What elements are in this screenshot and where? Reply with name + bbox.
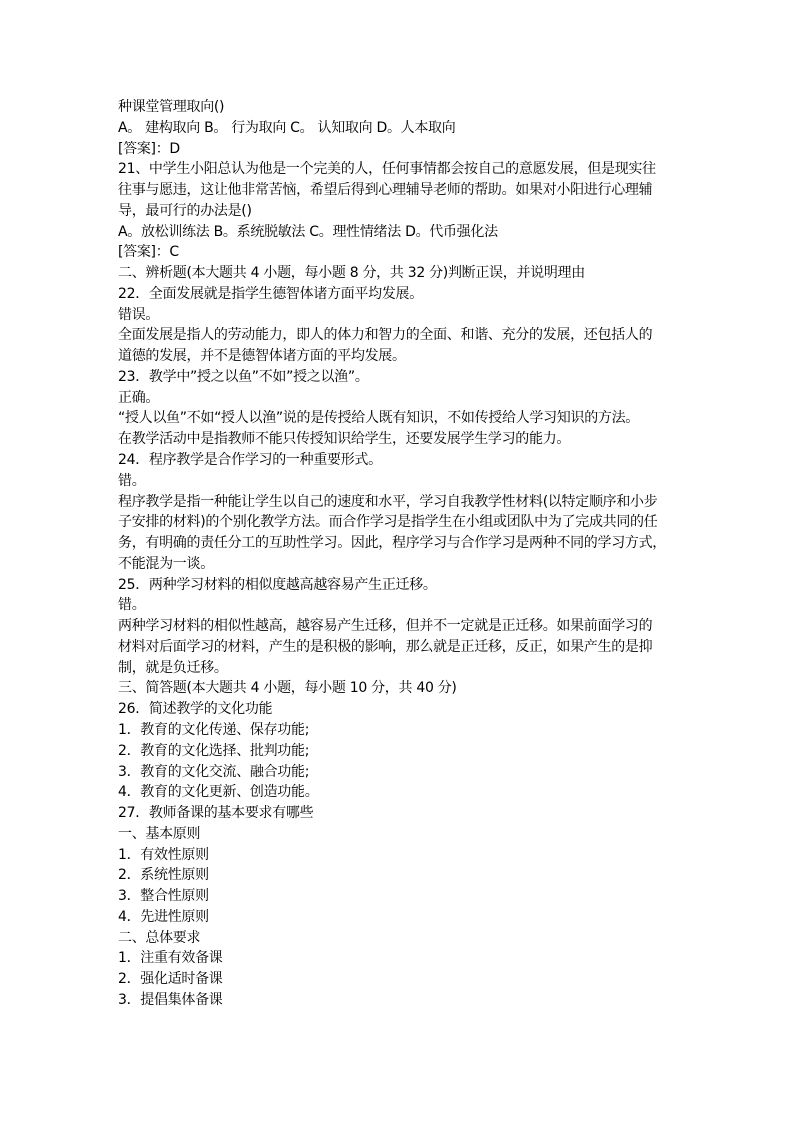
text-line: 22．全面发展就是指学生德智体诸方面平均发展。: [118, 285, 423, 302]
text-line: 4．先进性原则: [118, 908, 209, 925]
text-line: 子安排的材料)的个别化教学方法。而合作学习是指学生在小组或团队中为了完成共同的任: [118, 514, 658, 531]
text-line: A。 建构取向 B。 行为取向 C。 认知取向 D。人本取向: [118, 119, 456, 136]
text-line: 正确。: [118, 389, 160, 406]
text-line: 全面发展是指人的劳动能力，即人的体力和智力的全面、和谐、充分的发展，还包括人的: [118, 327, 653, 344]
text-line: 一、基本原则: [118, 825, 201, 842]
text-line: 二、总体要求: [118, 929, 201, 946]
text-line: 2．强化适时备课: [118, 971, 223, 988]
text-line: “授人以鱼”不如“授人以渔”说的是传授给人既有知识，不如传授给人学习知识的方法。: [118, 410, 640, 427]
text-line: 27．教师备课的基本要求有哪些: [118, 805, 314, 822]
text-line: 21、中学生小阳总认为他是一个完美的人，任何事情都会按自己的意愿发展，但是现实往: [118, 161, 656, 178]
text-line: 2．教育的文化选择、批判功能;: [118, 742, 310, 759]
text-line: 在教学活动中是指教师不能只传授知识给学生，还要发展学生学习的能力。: [118, 431, 571, 448]
text-line: 错误。: [118, 306, 160, 323]
text-line: 1．注重有效备课: [118, 950, 223, 967]
text-line: 导，最可行的办法是(): [118, 202, 252, 219]
text-line: 三、简答题(本大题共 4 小题，每小题 10 分，共 40 分): [118, 680, 457, 697]
text-line: 二、辨析题(本大题共 4 小题，每小题 8 分，共 32 分)判断正误，并说明理由: [118, 265, 585, 282]
text-line: 制，就是负迁移。: [118, 659, 228, 676]
text-line: 两种学习材料的相似性越高，越容易产生迁移，但并不一定就是正迁移。如果前面学习的: [118, 618, 653, 635]
text-line: 2．系统性原则: [118, 867, 209, 884]
text-line: 26．简述教学的文化功能: [118, 701, 273, 718]
document-page: [118, 97, 698, 1011]
text-line: 往事与愿违，这让他非常苦恼，希望后得到心理辅导老师的帮助。如果对小阳进行心理辅: [118, 182, 653, 199]
text-line: [答案]：C: [118, 244, 179, 261]
text-line: 1．教育的文化传递、保存功能;: [118, 721, 310, 738]
text-line: 4．教育的文化更新、创造功能。: [118, 784, 319, 801]
text-line: A。放松训练法 B。系统脱敏法 C。理性情绪法 D。代币强化法: [118, 223, 498, 240]
text-line: 错。: [118, 597, 146, 614]
text-line: 务，有明确的责任分工的互助性学习。因此，程序学习与合作学习是两种不同的学习方式，: [118, 535, 666, 552]
text-line: 错。: [118, 472, 146, 489]
text-line: 3．整合性原则: [118, 888, 209, 905]
text-line: 3．教育的文化交流、融合功能;: [118, 763, 310, 780]
text-line: 材料对后面学习的材料，产生的是积极的影响，那么就是正迁移，反正，如果产生的是抑: [118, 638, 653, 655]
text-line: 23．教学中”授之以鱼”不如”授之以渔”。: [118, 368, 369, 385]
text-line: [答案]：D: [118, 140, 180, 157]
text-line: 道德的发展，并不是德智体诸方面的平均发展。: [118, 348, 406, 365]
text-line: 24．程序教学是合作学习的一种重要形式。: [118, 452, 382, 469]
text-line: 不能混为一谈。: [118, 555, 214, 572]
text-line: 3．提倡集体备课: [118, 991, 223, 1008]
text-line: 1．有效性原则: [118, 846, 209, 863]
text-line: 25．两种学习材料的相似度越高越容易产生正迁移。: [118, 576, 437, 593]
text-line: 程序教学是指一种能让学生以自己的速度和水平，学习自我教学性材料(以特定顺序和小步: [118, 493, 658, 510]
text-line: 种课堂管理取向(): [118, 99, 225, 115]
